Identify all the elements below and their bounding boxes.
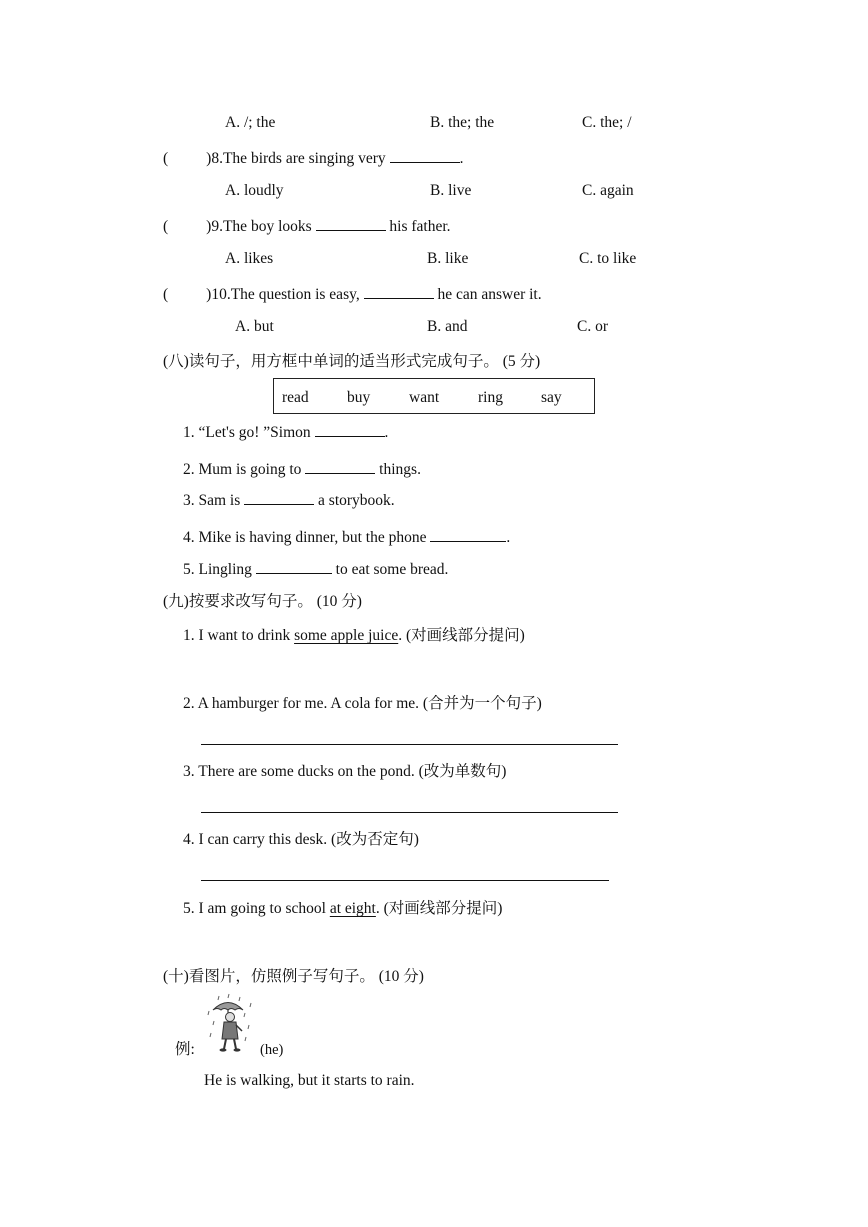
- word-box-item: read: [282, 389, 309, 406]
- answer-line[interactable]: [201, 880, 609, 881]
- example-label: 例:: [175, 1041, 195, 1058]
- answer-blank[interactable]: [244, 490, 314, 505]
- q7-option-c: C. the; /: [582, 114, 632, 131]
- stem-text-end: his father.: [385, 218, 451, 235]
- underlined-phrase: some apple juice: [294, 627, 399, 644]
- section9-heading: (九)按要求改写句子。 (10 分): [163, 593, 362, 610]
- q8-option-c: C. again: [582, 182, 634, 199]
- answer-blank[interactable]: [364, 284, 434, 299]
- section9-item-3: 3. There are some ducks on the pond. (改为单数句): [183, 763, 507, 780]
- item-text: 5. Lingling: [183, 561, 256, 578]
- answer-blank[interactable]: [305, 459, 375, 474]
- item-instruction: . (对画线部分提问): [398, 627, 525, 644]
- q8-option-b: B. live: [430, 182, 472, 199]
- item-text: 1. I want to drink: [183, 627, 295, 644]
- answer-paren-open: (: [163, 150, 169, 167]
- item-text-end: .: [384, 424, 389, 441]
- item-text: 4. Mike is having dinner, but the phone: [183, 529, 431, 546]
- example-sentence: He is walking, but it starts to rain.: [204, 1072, 415, 1089]
- answer-paren-open: (: [163, 286, 169, 303]
- section8-item-3: [183, 490, 395, 511]
- section8-item-1: [183, 422, 388, 443]
- question-number: )8.: [206, 150, 223, 167]
- example-pronoun: (he): [260, 1042, 284, 1058]
- q10-option-c: C. or: [577, 318, 608, 335]
- underlined-phrase: at eight: [329, 900, 376, 917]
- stem-text: The boy looks: [222, 218, 316, 235]
- item-text: 5. I am going to school: [183, 900, 330, 917]
- q9-option-c: C. to like: [579, 250, 637, 267]
- item-text-end: a storybook.: [314, 492, 395, 509]
- word-box-item: want: [409, 389, 440, 406]
- section10-heading: (十)看图片，仿照例子写句子。 (10 分): [163, 968, 424, 985]
- word-box-item: ring: [478, 389, 503, 406]
- q8-option-a: A. loudly: [225, 182, 284, 199]
- answer-blank[interactable]: [316, 216, 386, 231]
- answer-blank[interactable]: [390, 148, 460, 163]
- item-text: 2. Mum is going to: [183, 461, 306, 478]
- answer-blank[interactable]: [315, 422, 385, 437]
- q10-option-a: A. but: [235, 318, 274, 335]
- section9-item-1: [183, 626, 525, 646]
- q9-option-b: B. like: [427, 250, 469, 267]
- answer-paren-open: (: [163, 218, 169, 235]
- q10-option-b: B. and: [427, 318, 468, 335]
- section8-heading: (八)读句子，用方框中单词的适当形式完成句子。 (5 分): [163, 353, 541, 370]
- section8-item-5: [183, 559, 448, 580]
- item-text-end: .: [506, 529, 511, 546]
- question-number: )10.: [206, 286, 231, 303]
- answer-blank[interactable]: [430, 527, 506, 542]
- item-text: 1. “Let's go! ”Simon: [183, 424, 315, 441]
- rain-walking-boy-illustration: [205, 993, 255, 1055]
- stem-text-end: he can answer it.: [433, 286, 542, 303]
- section8-item-2: [183, 459, 421, 480]
- word-box-item: say: [541, 389, 562, 406]
- item-instruction: . (对画线部分提问): [375, 900, 503, 917]
- q8-stem: [163, 148, 463, 169]
- q10-stem: [163, 284, 542, 305]
- q7-option-b: B. the; the: [430, 114, 495, 131]
- item-text: 3. Sam is: [183, 492, 245, 509]
- word-box: [273, 378, 595, 414]
- stem-text: The birds are singing very: [222, 150, 390, 167]
- question-number: )9.: [206, 218, 223, 235]
- q7-option-a: A. /; the: [225, 114, 276, 131]
- q9-stem: [163, 216, 451, 237]
- stem-text-end: .: [459, 150, 464, 167]
- section9-item-4: 4. I can carry this desk. (改为否定句): [183, 831, 419, 848]
- item-text-end: to eat some bread.: [331, 561, 449, 578]
- q9-option-a: A. likes: [225, 250, 274, 267]
- answer-line[interactable]: [201, 812, 618, 813]
- section9-item-5: [183, 899, 502, 919]
- word-box-item: buy: [347, 389, 371, 406]
- section9-item-2: 2. A hamburger for me. A cola for me. (合并为一个句子): [183, 695, 542, 712]
- answer-line[interactable]: [201, 744, 618, 745]
- answer-blank[interactable]: [256, 559, 332, 574]
- item-text-end: things.: [375, 461, 421, 478]
- section8-item-4: [183, 527, 510, 548]
- stem-text: The question is easy,: [230, 286, 364, 303]
